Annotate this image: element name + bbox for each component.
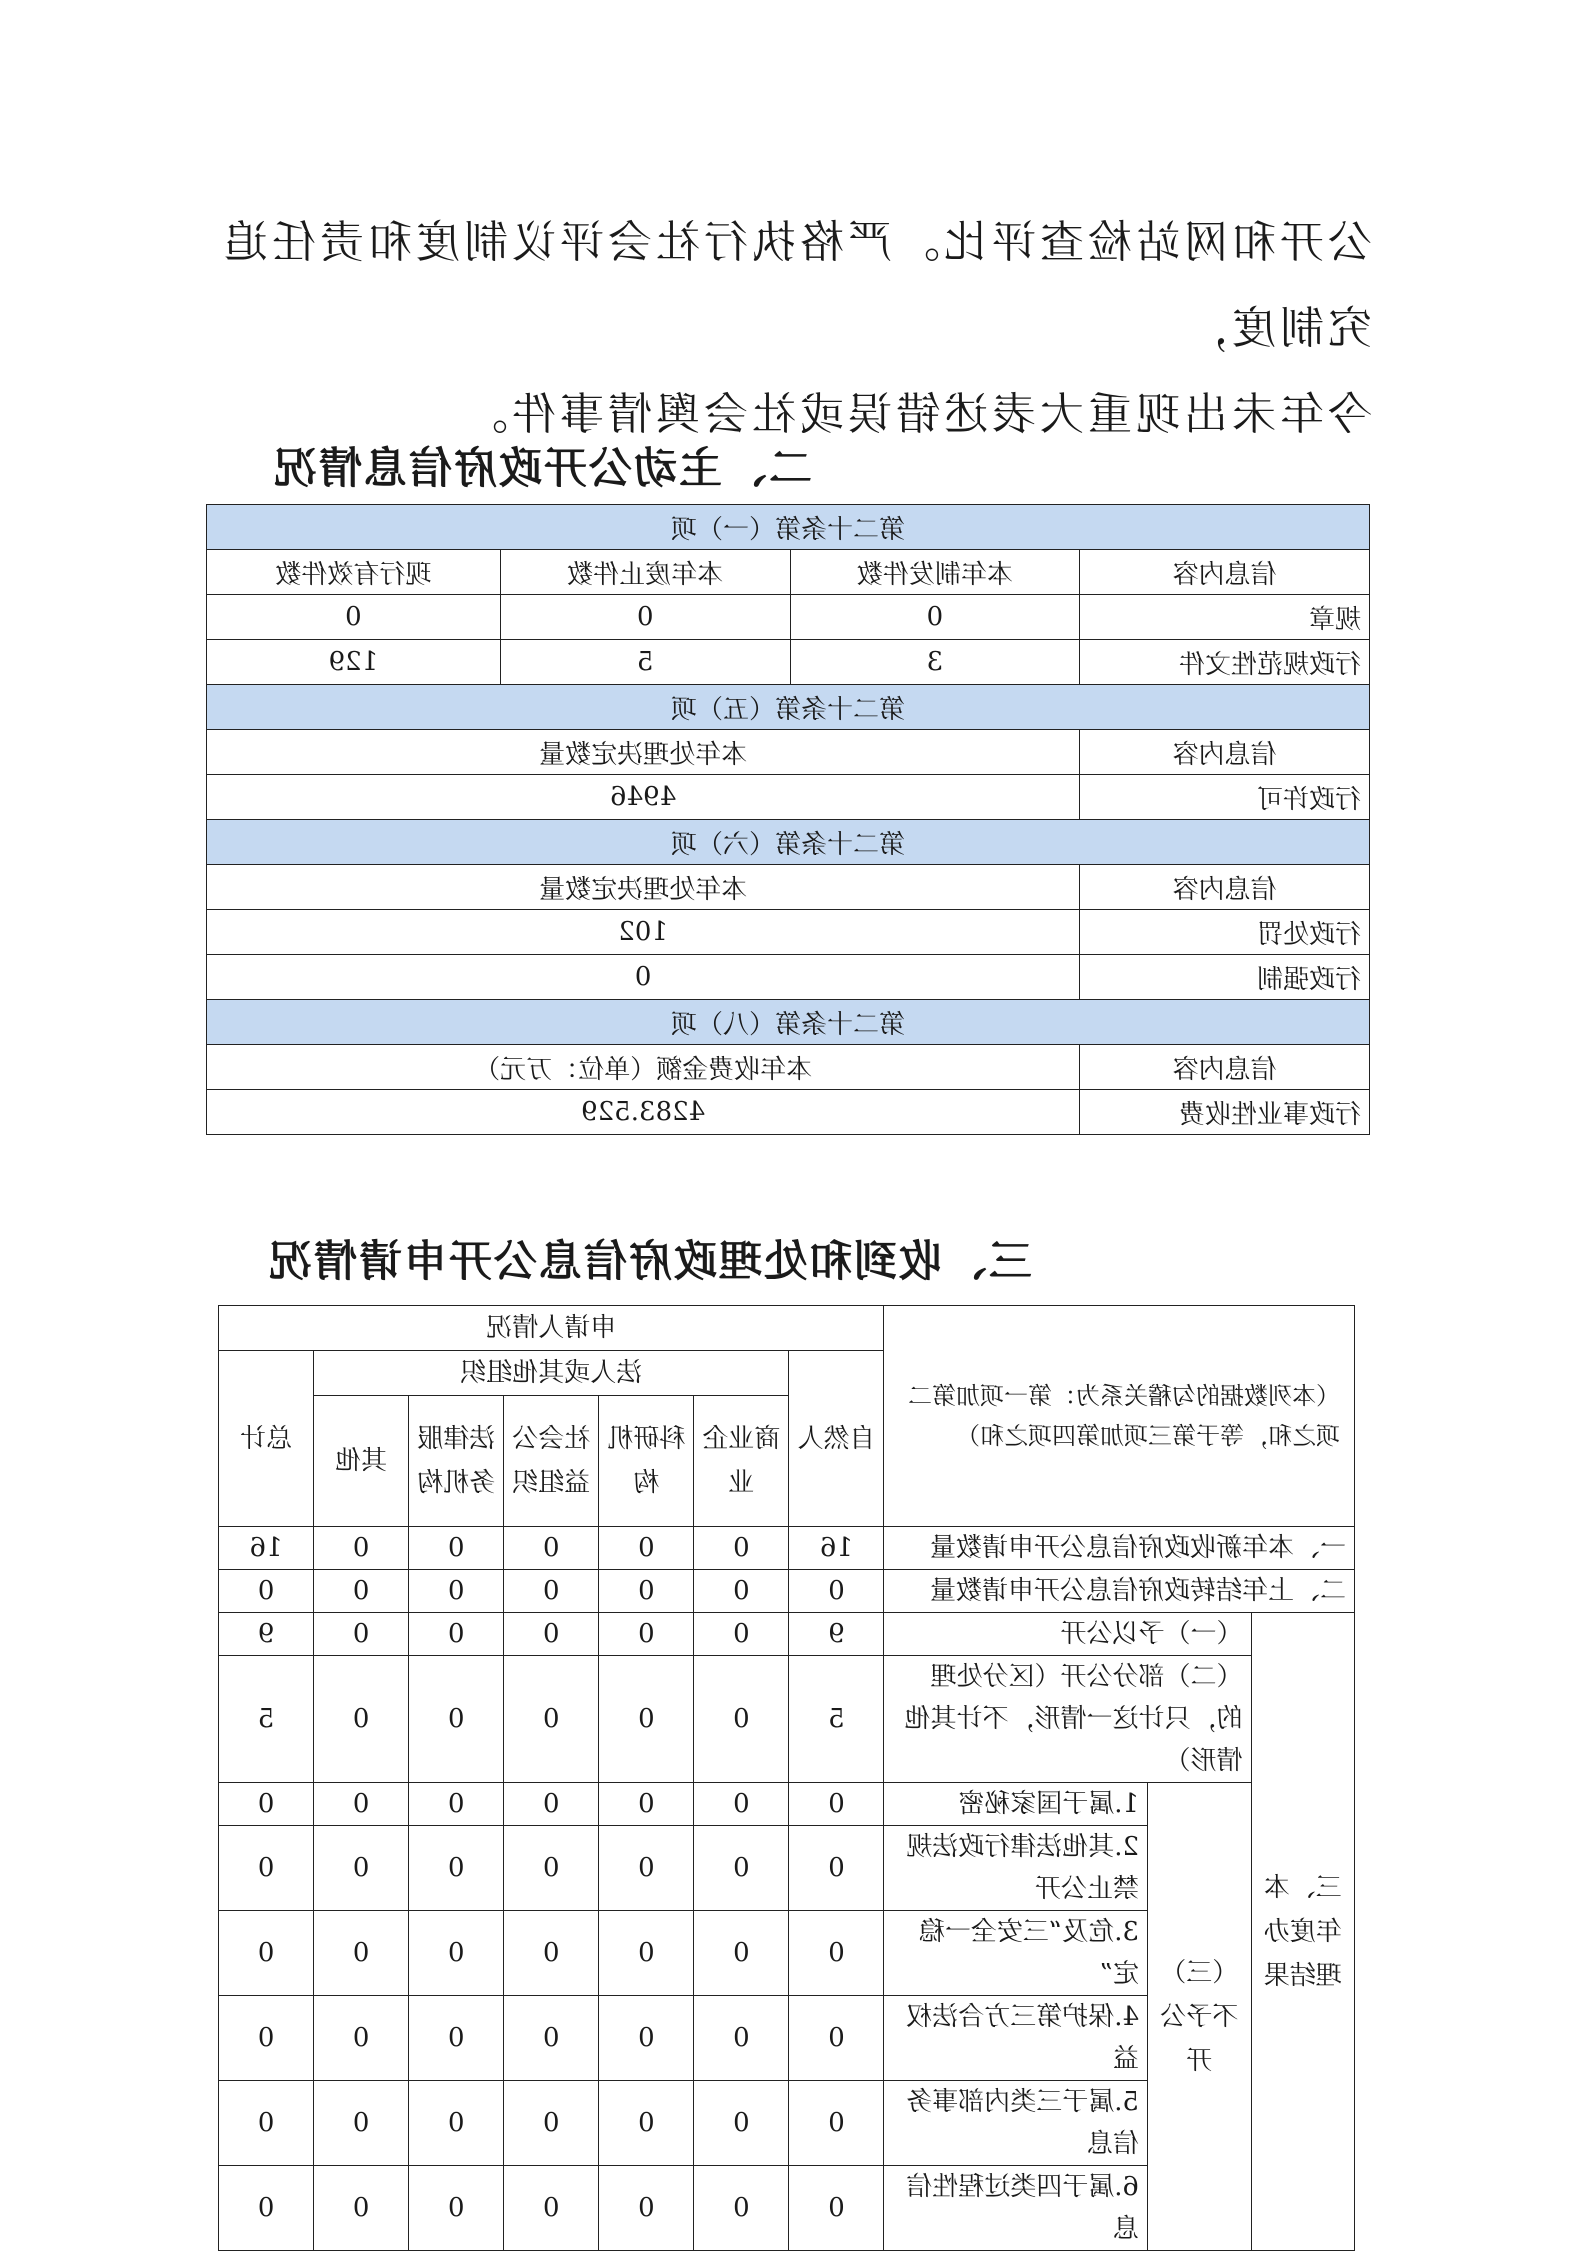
value-cell: 0 [219,1826,314,1911]
total-header: 总计 [219,1351,314,1527]
value-cell: 0 [409,2081,504,2166]
value-cell: 0 [789,1570,884,1613]
value-cell: 0 [504,1911,599,1996]
withheld-group-label: （三）不予公开 [1148,1783,1251,2251]
header-cell: 信息内容 [1080,550,1370,595]
value-cell: 0 [789,1826,884,1911]
table-row [219,1613,1355,1656]
row-label: 5.属于三类内部事务信息 [884,2081,1148,2166]
value-cell: 16 [789,1527,884,1570]
row-label: 一、本年新收政府信息公开申请数量 [884,1527,1355,1570]
row-label: 6.属于四类过程性信息 [884,2166,1148,2251]
value-cell: 0 [219,2081,314,2166]
value-cell: 0 [219,2166,314,2251]
value-cell: 0 [694,1826,789,1911]
value-cell: 0 [599,1911,694,1996]
value-cell: 0 [314,1613,409,1656]
value-cell: 0 [599,1826,694,1911]
value-cell: 0 [694,1570,789,1613]
value-cell: 0 [694,1911,789,1996]
value-cell: 0 [599,1527,694,1570]
applicant-header: 申请人情况 [219,1306,884,1351]
org-col-header: 商业企业 [694,1396,789,1527]
header-cell: 本年废止件数 [500,550,790,595]
legal-group-header: 法人或其他组织 [314,1351,789,1396]
row-label: 二、上年结转政府信息公开申请数量 [884,1570,1355,1613]
section-3-heading: 三、收到和处理政府信息公开申请情况 [267,1237,1032,1287]
table-row [219,1527,1355,1570]
band-title-5: 第二十条第（五）项 [207,685,1370,730]
table-row [207,955,1370,1000]
table-row [207,1090,1370,1135]
row-label: （一）予以公开 [884,1613,1251,1656]
intro-paragraph [212,200,1372,458]
value-cell: 0 [314,1656,409,1783]
header-cell: 信息内容 [1080,730,1370,775]
value-cell: 9 [219,1613,314,1656]
value-cell: 0 [694,2081,789,2166]
org-col-header: 科研机构 [599,1396,694,1527]
value-cell: 0 [409,1527,504,1570]
intro-line-2: 今年未出现重大表述错误或社会舆情事件。 [460,389,1372,440]
table-row [219,1570,1355,1613]
value-cell: 0 [314,1527,409,1570]
value-cell: 0 [314,1911,409,1996]
org-col-header: 法律服务机构 [409,1396,504,1527]
intro-line-1: 公开和网站检查评比。严格执行社会评议制度和责任追究制度， [220,217,1372,354]
row-label: 行政规范性文件 [1080,640,1370,685]
row-label: 行政处罚 [1080,910,1370,955]
header-cell: 本年处理决定数量 [207,865,1080,910]
value-cell: 0 [409,1826,504,1911]
value-cell: 0 [789,1911,884,1996]
value-cell: 0 [599,2081,694,2166]
table-row [207,640,1370,685]
value-cell: 0 [314,1996,409,2081]
value-cell: 0 [694,1996,789,2081]
row-label: 行政事业性收费 [1080,1090,1370,1135]
value-cell: 0 [789,2166,884,2251]
value-cell: 16 [219,1527,314,1570]
row-label: 3.危及“三安全一稳定” [884,1911,1148,1996]
value-cell: 0 [790,595,1080,640]
value-cell: 0 [599,1783,694,1826]
header-cell: 信息内容 [1080,1045,1370,1090]
table-row [207,910,1370,955]
value-cell: 0 [789,1996,884,2081]
value-cell: 102 [207,910,1080,955]
row-label: 行政强制 [1080,955,1370,1000]
table-row [207,595,1370,640]
value-cell: 0 [409,1911,504,1996]
value-cell: 0 [314,1783,409,1826]
value-cell: 0 [599,1570,694,1613]
value-cell: 0 [409,1656,504,1783]
row-label: （二）部分公开（区分处理的，只计这一情形，不计其他情形） [884,1656,1251,1783]
value-cell: 0 [694,1783,789,1826]
value-cell: 5 [219,1656,314,1783]
band-title-1: 第二十条第（一）项 [207,505,1370,550]
value-cell: 0 [694,2166,789,2251]
org-col-header: 社会公益组织 [504,1396,599,1527]
value-cell: 0 [500,595,790,640]
value-cell: 0 [207,595,501,640]
value-cell: 0 [314,2166,409,2251]
row-label: 2.其他法律行政法规禁止公开 [884,1826,1148,1911]
value-cell: 0 [409,1570,504,1613]
value-cell: 0 [314,1826,409,1911]
value-cell: 0 [504,1527,599,1570]
table-row [207,775,1370,820]
value-cell: 0 [504,1826,599,1911]
value-cell: 0 [504,1570,599,1613]
row-label: 行政许可 [1080,775,1370,820]
value-cell: 0 [504,1613,599,1656]
row-label: 规章 [1080,595,1370,640]
value-cell: 0 [219,1570,314,1613]
proactive-disclosure-table [206,504,1370,1135]
value-cell: 0 [694,1656,789,1783]
value-cell: 4283.529 [207,1090,1080,1135]
value-cell: 0 [409,1613,504,1656]
row-label: 4.保护第三方合法权益 [884,1996,1148,2081]
row-label: 1.属于国家秘密 [884,1783,1148,1826]
value-cell: 5 [789,1656,884,1783]
value-cell: 0 [314,2081,409,2166]
value-cell: 0 [314,1570,409,1613]
section-2-heading: 二、主动公开政府信息情况 [272,444,812,494]
header-cell: 本年处理决定数量 [207,730,1080,775]
band-title-6: 第二十条第（六）项 [207,820,1370,865]
table-row [219,1656,1355,1783]
value-cell: 0 [504,1783,599,1826]
header-cell: 本年制发件数 [790,550,1080,595]
value-cell: 0 [219,1996,314,2081]
value-cell: 9 [789,1613,884,1656]
value-cell: 3 [790,640,1080,685]
value-cell: 0 [207,955,1080,1000]
table-note: （本列数据的勾稽关系为：第一项加第二项之和，等于第三项加第四项之和） [884,1306,1355,1527]
value-cell: 0 [504,1996,599,2081]
value-cell: 0 [219,1783,314,1826]
band-title-8: 第二十条第（八）项 [207,1000,1370,1045]
value-cell: 0 [694,1527,789,1570]
value-cell: 129 [207,640,501,685]
result-group-label: 三、本年度办理结果 [1251,1613,1354,2251]
value-cell: 0 [409,1783,504,1826]
value-cell: 5 [500,640,790,685]
value-cell: 0 [694,1613,789,1656]
value-cell: 0 [504,2166,599,2251]
value-cell: 0 [599,1613,694,1656]
application-handling-table [218,1305,1355,2251]
value-cell: 0 [789,1783,884,1826]
value-cell: 0 [409,1996,504,2081]
header-cell: 本年收费金额（单位：万元） [207,1045,1080,1090]
value-cell: 0 [409,2166,504,2251]
value-cell: 0 [599,2166,694,2251]
org-col-header: 其他 [314,1396,409,1527]
value-cell: 0 [789,2081,884,2166]
value-cell: 0 [599,1656,694,1783]
table-row [219,1783,1355,1826]
header-cell: 现行有效件数 [207,550,501,595]
value-cell: 0 [219,1911,314,1996]
value-cell: 0 [504,2081,599,2166]
natural-person-header: 自然人 [789,1351,884,1527]
value-cell: 4946 [207,775,1080,820]
value-cell: 0 [504,1656,599,1783]
value-cell: 0 [599,1996,694,2081]
header-cell: 信息内容 [1080,865,1370,910]
